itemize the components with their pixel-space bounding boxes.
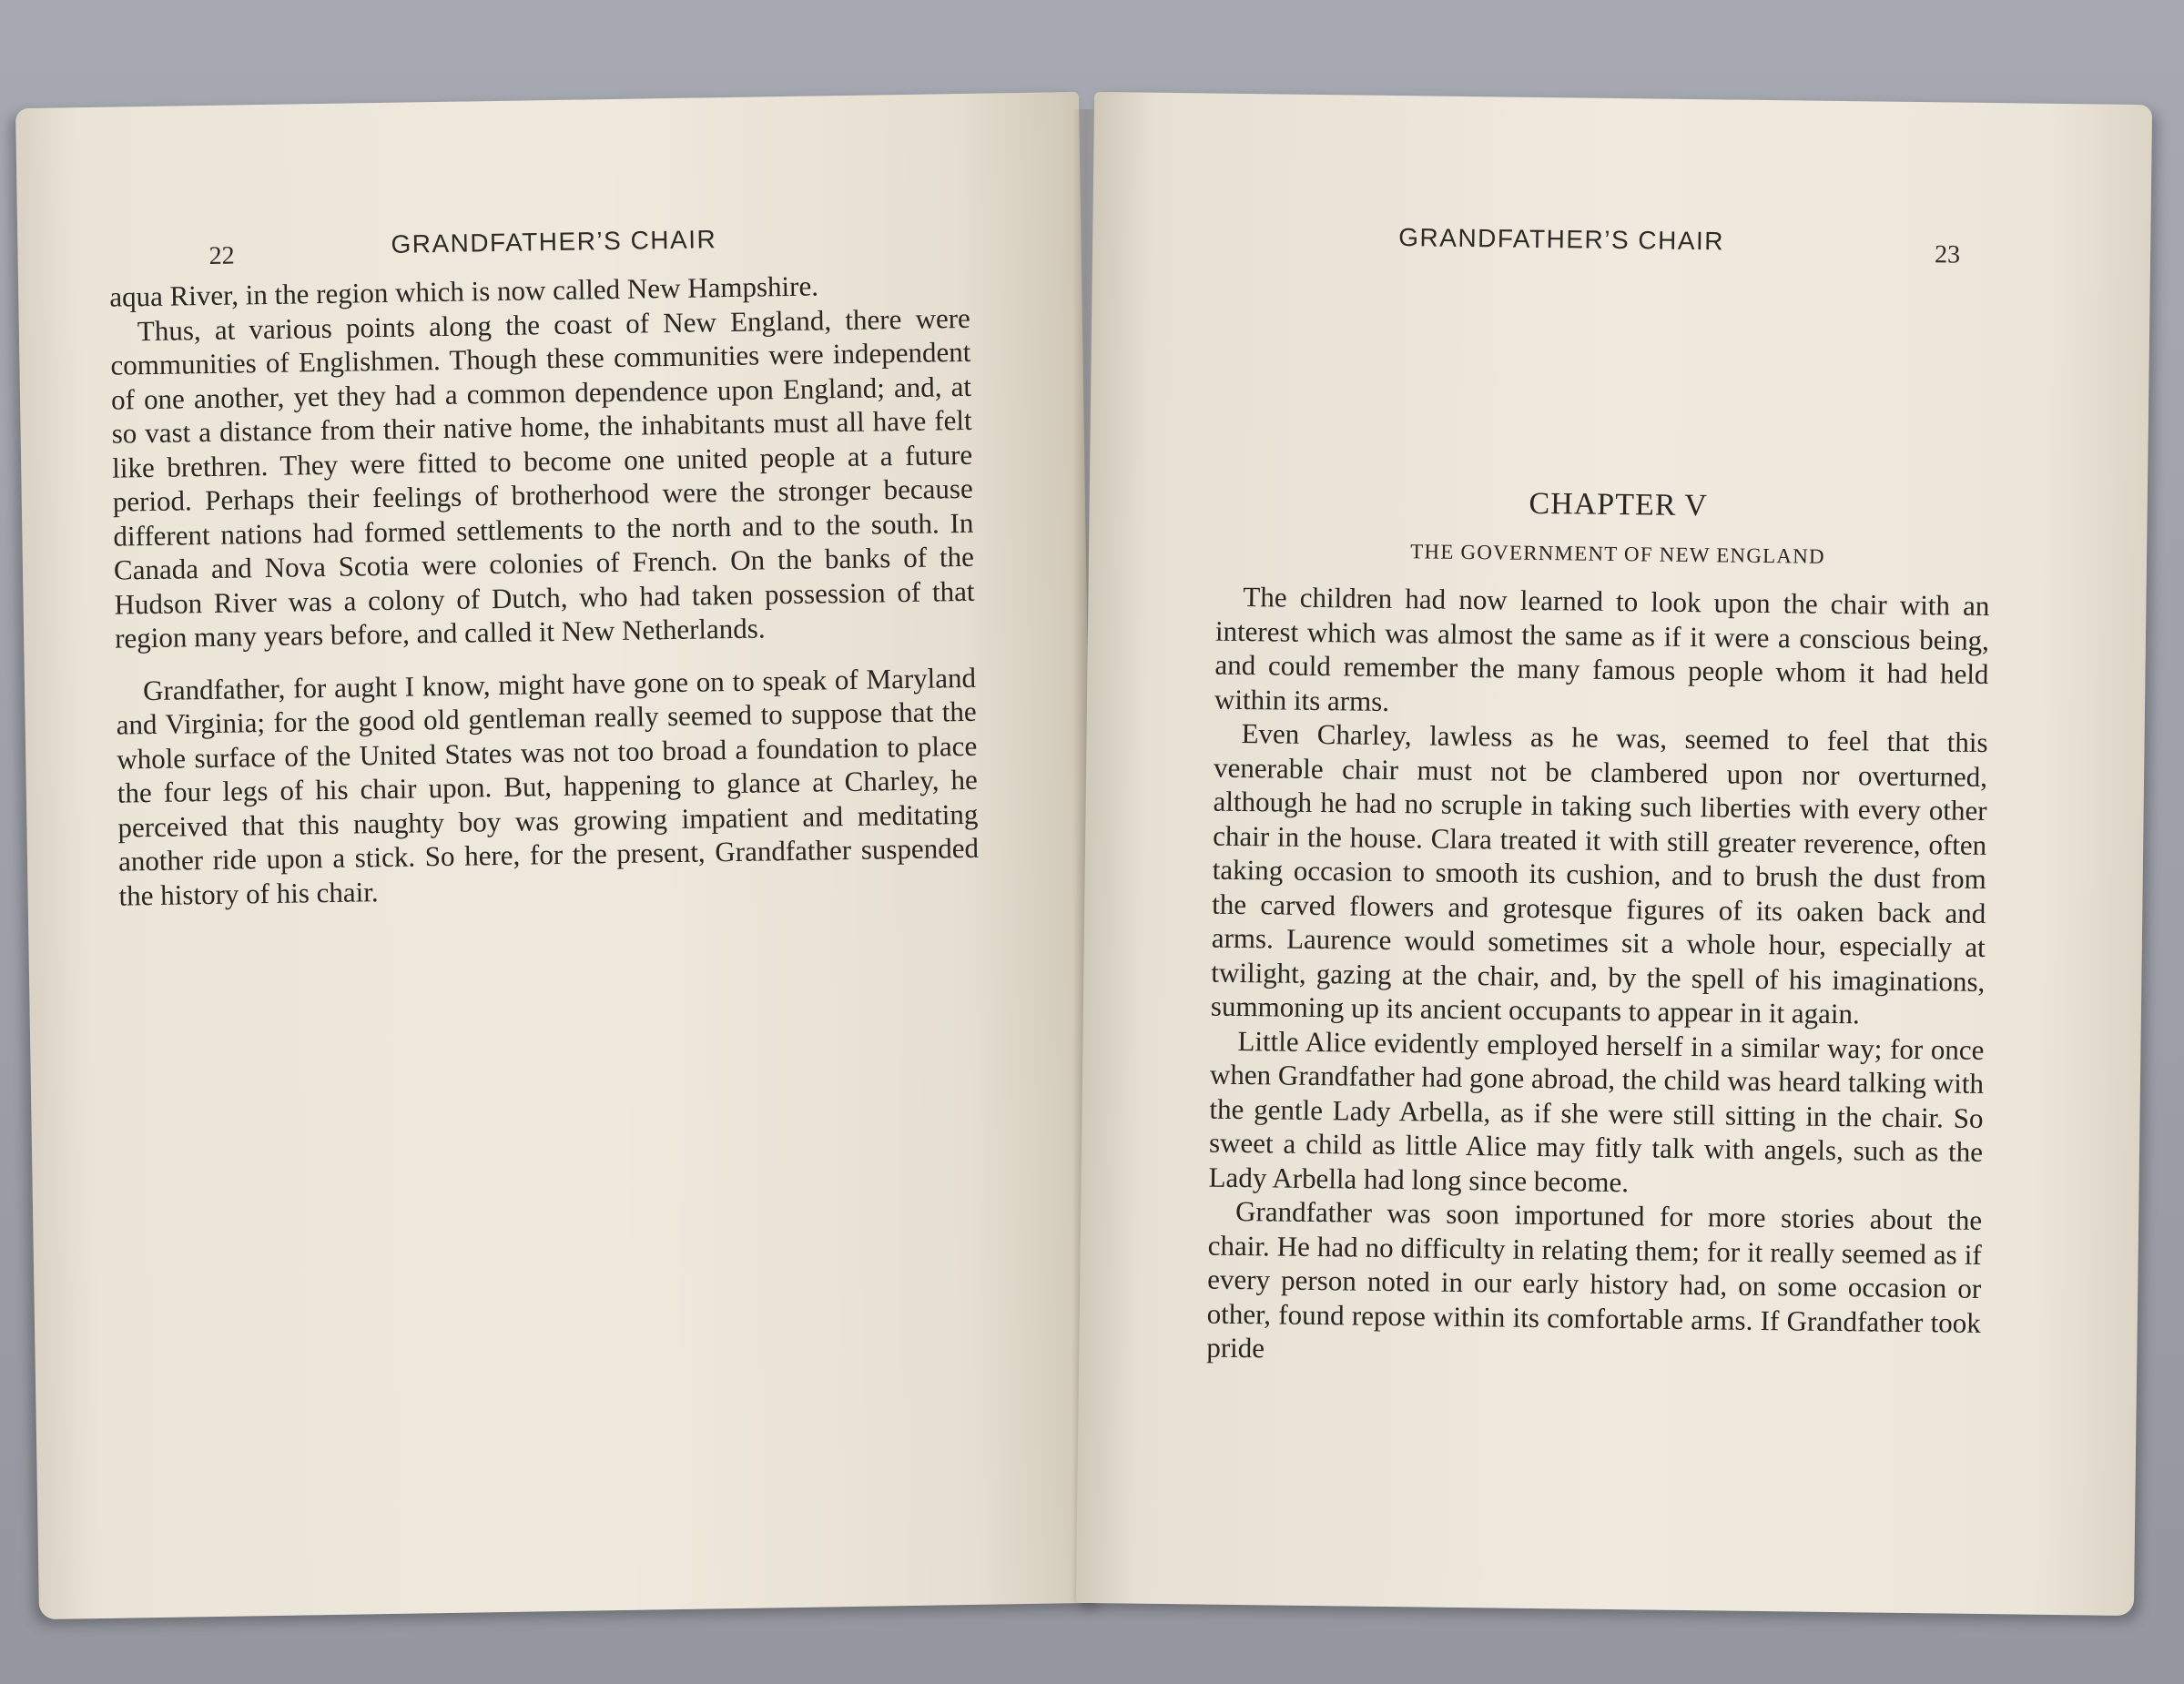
left-page-body: [109, 267, 980, 913]
right-page: [1076, 92, 2152, 1616]
paragraph: Thus, at various points along the coast of New England, there were communities of Englishmen. Though these communities were independent of one another, yet they had a common dependence upon England; and, at so vast a distance from their native home, the inhabitants must all have felt like brethren. They were fitted to become one united people at a future period. Perhaps their feelings of brotherhood were the stronger because different nations had formed settlements to the north and to the south. In Canada and Nova Scotia were colonies of French. On the banks of the Hudson River was a colony of Dutch, who had taken possession of that region many years before, and called it New Netherlands.: [110, 301, 975, 654]
right-page-body: [1206, 580, 1989, 1375]
page-number-right: 23: [1934, 240, 1961, 269]
page-number-left: 22: [208, 241, 235, 270]
chapter-title: CHAPTER V: [1529, 486, 1709, 523]
chapter-subtitle: THE GOVERNMENT OF NEW ENGLAND: [1410, 540, 1825, 568]
paragraph: Little Alice evidently employed herself in a similar way; for once when Grandfather had gone abroad, the child was heard talking with the gentle Lady Arbella, as if she were still sitting in the chair. So sweet a child as little Alice may fitly talk with angels, such as the Lady Arbella had long since become.: [1208, 1024, 1985, 1198]
paragraph: Even Charley, lawless as he was, seemed to feel that this venerable chair must not be clambered upon nor overturned, although he had no scruple in taking such liberties with every other chair in the house. Clara treated it with still greater reverence, often taking occasion to smooth its cushion, and to brush the dust from the carved flowers and grotesque figures of its oaken back and arms. Laurence would sometimes sit a whole hour, especially at twilight, gazing at the chair, and, by the spell of his imaginations, summoning up its ancient occupants to appear in it again.: [1210, 716, 1988, 1030]
running-head-left: GRANDFATHER’S CHAIR: [391, 225, 717, 259]
running-head-right: GRANDFATHER’S CHAIR: [1398, 223, 1725, 256]
paragraph: aqua River, in the region which is now called New Hampshire.: [109, 269, 819, 313]
paragraph: Grandfather was soon importuned for more stories about the chair. He had no difficulty in relating them; for it really seemed as if every person noted in our early history had, on some occasion or other, found repose within its comfortable arms. If Grandfather took pride: [1206, 1194, 1983, 1364]
left-page: [15, 92, 1102, 1619]
paragraph: The children had now learned to look upon the chair with an interest which was almost the same as if it were a conscious being, and could remember the many famous people whom it had held within its arms.: [1214, 581, 1990, 717]
paragraph: Grandfather, for aught I know, might have gone on to speak of Maryland and Virginia; for the good old gentleman really seemed to suppose that the whole surface of the United States was not too broad a foundation to place the four legs of his chair upon. But, happening to glance at Charley, he perceived that this naughty boy was growing impatient and meditating another ride upon a stick. So here, for the present, Grandfather suspended the history of his chair.: [116, 661, 980, 912]
